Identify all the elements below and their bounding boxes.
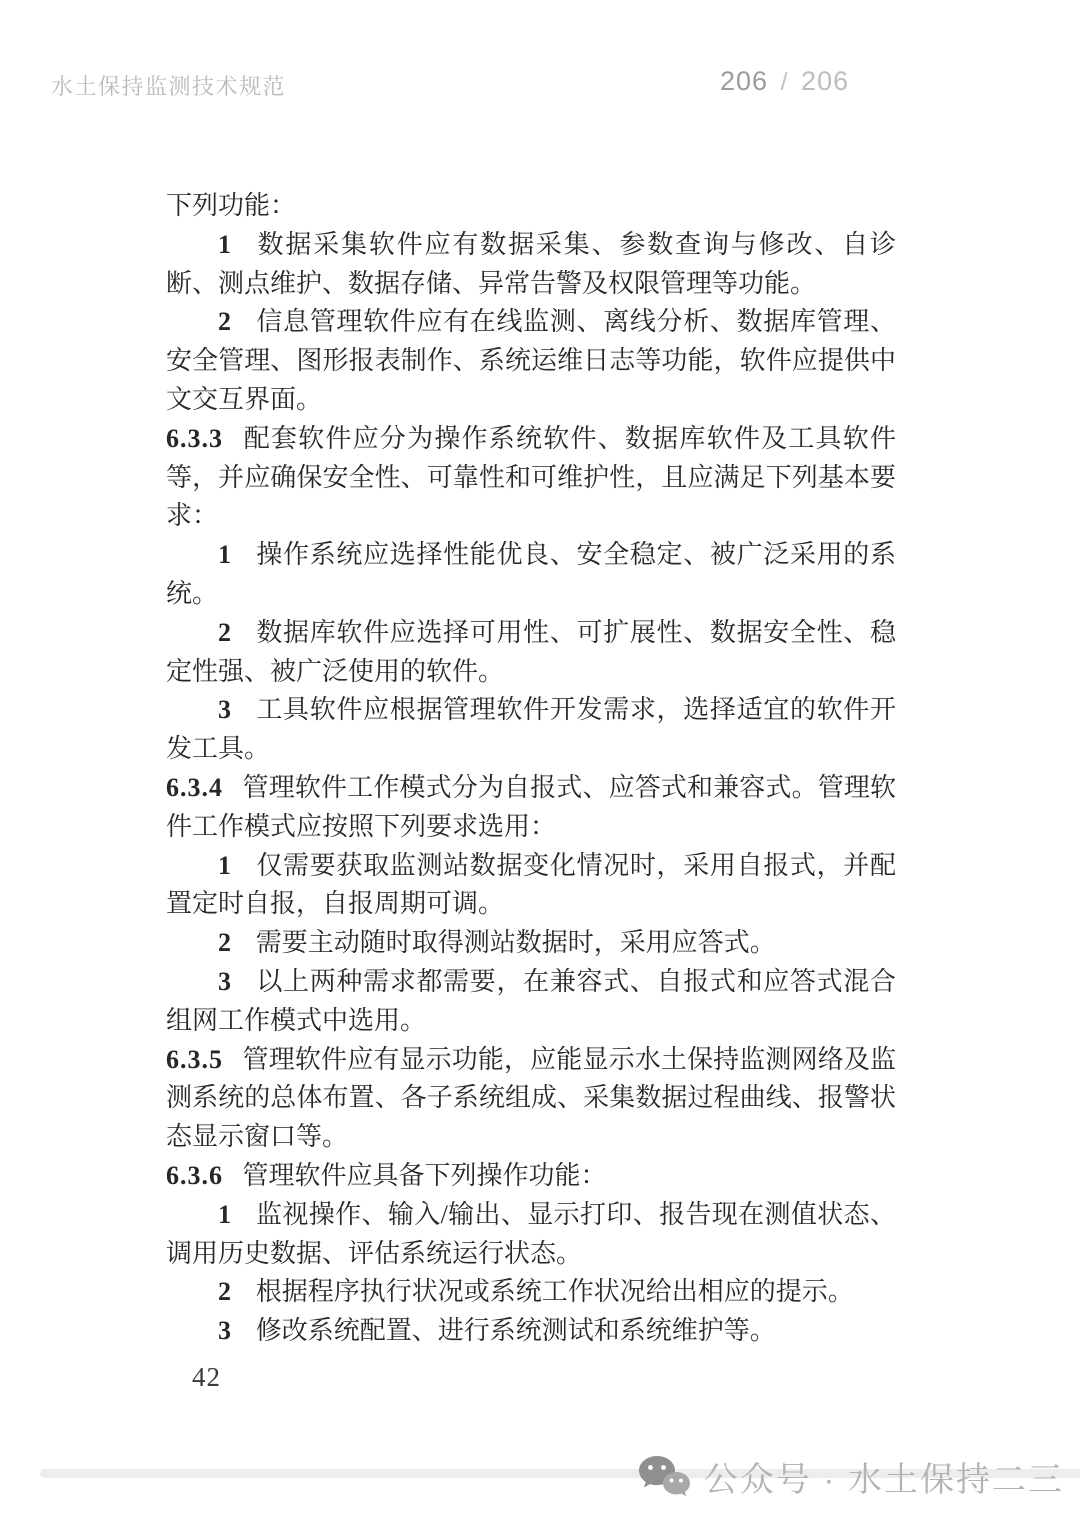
clause-paragraph	[166, 420, 896, 536]
item-number: 1	[218, 1199, 231, 1229]
paragraph-text: 以上两种需求都需要，在兼容式、自报式和应答式混合组网工作模式中选用。	[166, 966, 896, 1035]
paragraph	[166, 1312, 896, 1351]
paragraph-text: 管理软件应有显示功能，应能显示水土保持监测网络及监测系统的总体布置、各子系统组成、采集数据过程曲线、报警状态显示窗口等。	[166, 1044, 896, 1152]
clause-number: 6.3.5	[166, 1044, 223, 1074]
page-number: 42	[192, 1362, 221, 1392]
paragraph-text: 监视操作、输入/输出、显示打印、报告现在测值状态、调用历史数据、评估系统运行状态。	[166, 1199, 896, 1268]
paragraph	[166, 1273, 896, 1312]
paragraph	[166, 691, 896, 769]
item-number: 2	[218, 928, 231, 958]
clause-number: 6.3.4	[166, 772, 223, 802]
item-number: 2	[218, 1277, 231, 1307]
item-number: 2	[218, 307, 231, 337]
clause-number: 6.3.6	[166, 1160, 223, 1190]
paragraph	[166, 963, 896, 1041]
item-number: 2	[218, 617, 231, 647]
page-total: 206	[801, 66, 850, 96]
paragraph	[166, 187, 896, 226]
watermark	[636, 1452, 1064, 1501]
watermark-text: 公众号 · 水土保持二三	[703, 1461, 1064, 1499]
page-separator: /	[780, 68, 789, 96]
document-body	[166, 187, 896, 1351]
paragraph-text: 配套软件应分为操作系统软件、数据库软件及工具软件等，并应确保安全性、可靠性和可维护性，且应满足下列基本要求：	[166, 423, 896, 531]
clause-number: 6.3.3	[166, 423, 223, 453]
paragraph-text: 下列功能：	[166, 191, 297, 220]
paragraph	[166, 536, 896, 614]
clause-paragraph	[166, 769, 896, 847]
paragraph	[166, 226, 896, 304]
paragraph-text: 工具软件应根据管理软件开发需求，选择适宜的软件开发工具。	[166, 695, 896, 764]
paragraph-text: 数据采集软件应有数据采集、参数查询与修改、自诊断、测点维护、数据存储、异常告警及权限管理等功能。	[166, 229, 896, 298]
item-number: 3	[218, 1316, 231, 1346]
paragraph	[166, 847, 896, 925]
item-number: 3	[218, 695, 231, 725]
document-title: 水土保持监测技术规范	[51, 74, 287, 99]
paragraph-text: 数据库软件应选择可用性、可扩展性、数据安全性、稳定性强、被广泛使用的软件。	[166, 617, 896, 686]
paragraph-text: 仅需要获取监测站数据变化情况时，采用自报式，并配置定时自报，自报周期可调。	[166, 850, 896, 919]
page-indicator	[720, 66, 849, 97]
paragraph-text: 需要主动随时取得测站数据时，采用应答式。	[255, 928, 776, 958]
clause-paragraph	[166, 1157, 896, 1196]
paragraph-text: 信息管理软件应有在线监测、离线分析、数据库管理、安全管理、图形报表制作、系统运维日志等功能，软件应提供中文交互界面。	[166, 307, 896, 414]
item-number: 1	[218, 850, 231, 880]
item-number: 1	[218, 540, 231, 570]
paragraph-text: 管理软件工作模式分为自报式、应答式和兼容式。管理软件工作模式应按照下列要求选用：	[166, 772, 896, 841]
item-number: 3	[218, 966, 231, 996]
paragraph-text: 操作系统应选择性能优良、安全稳定、被广泛采用的系统。	[166, 540, 896, 608]
paragraph-text: 管理软件应具备下列操作功能：	[242, 1160, 607, 1190]
wechat-icon	[636, 1453, 692, 1501]
item-number: 1	[218, 229, 231, 259]
page-current: 206	[720, 66, 769, 96]
clause-paragraph	[166, 1041, 896, 1157]
paragraph-text: 根据程序执行状况或系统工作状况给出相应的提示。	[255, 1277, 854, 1307]
paragraph	[166, 303, 896, 419]
paragraph	[166, 614, 896, 692]
paragraph	[166, 924, 896, 963]
paragraph	[166, 1196, 896, 1274]
paragraph-text: 修改系统配置、进行系统测试和系统维护等。	[255, 1316, 776, 1346]
page-header	[51, 66, 1080, 100]
